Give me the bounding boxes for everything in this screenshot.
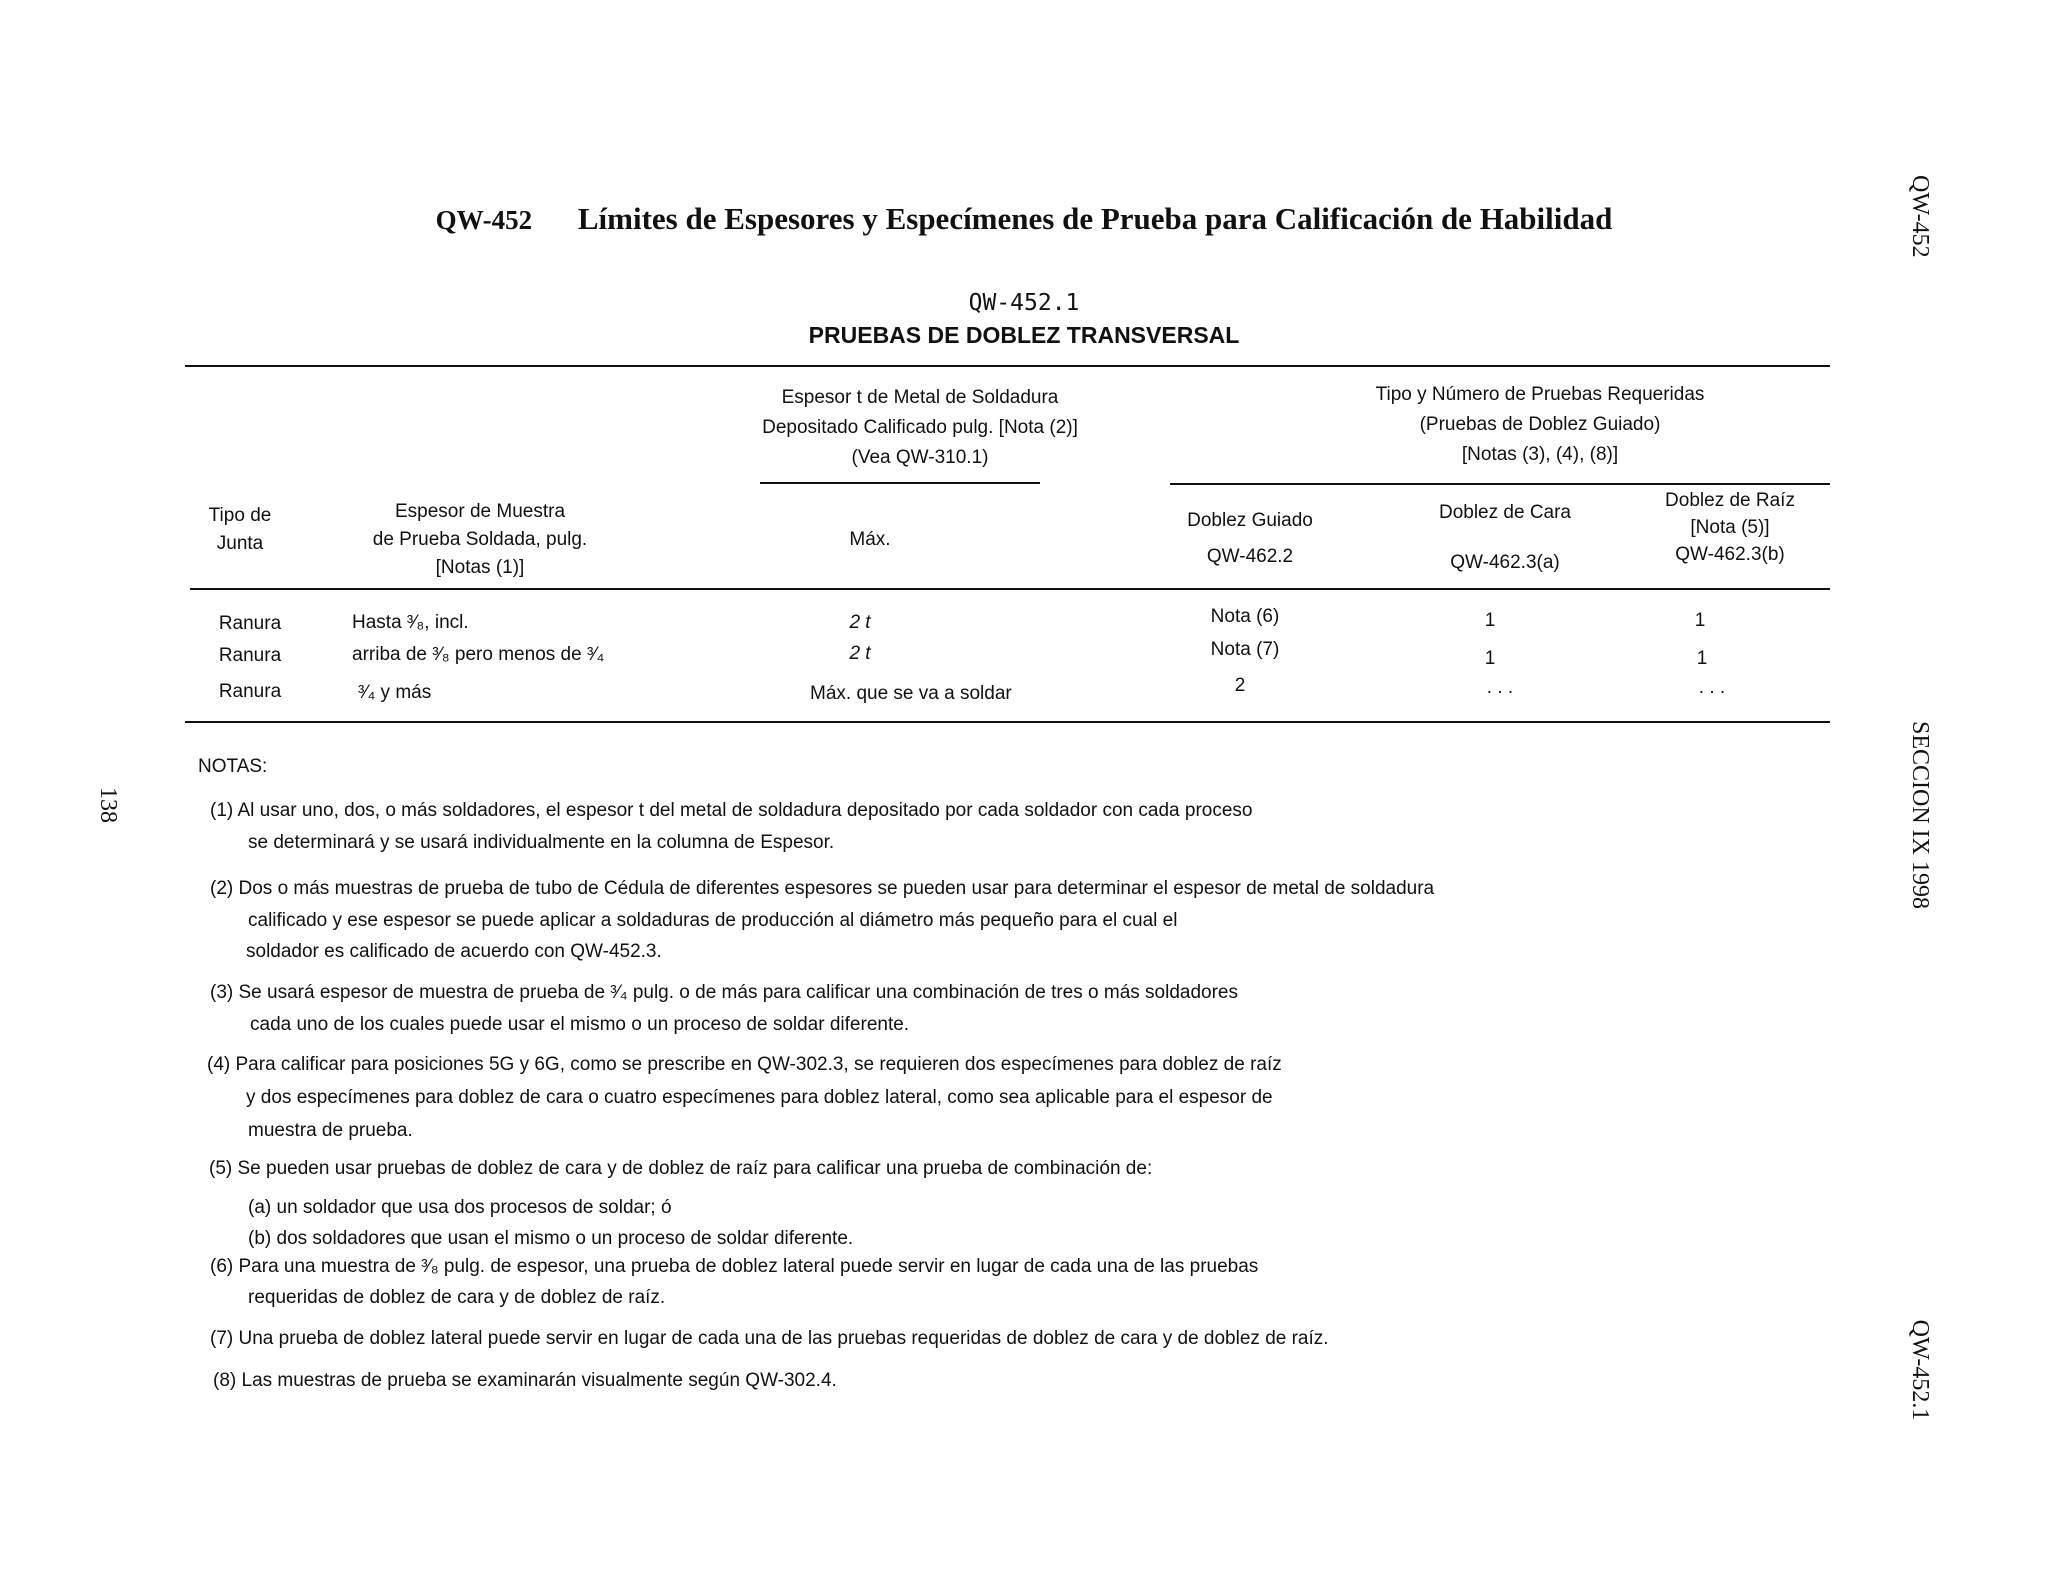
cell-guided: Nota (6)	[1210, 606, 1280, 627]
header-bottom-rule	[190, 588, 1830, 590]
side-label-top: QW-452	[1907, 175, 1933, 258]
page-number: 138	[95, 787, 121, 823]
note-line: (5) Se pueden usar pruebas de doblez de cara y de doblez de raíz para calificar una prueba de combinación de:	[209, 1158, 1153, 1179]
cell-max: Máx. que se va a soldar	[810, 683, 1012, 704]
note-line: soldador es calificado de acuerdo con QW-452.3.	[246, 941, 662, 962]
note-line: (3) Se usará espesor de muestra de prueba de ³⁄₄ pulg. o de más para calificar una combinación de tres o más soldadores	[210, 982, 1238, 1003]
page-title	[0, 201, 2048, 237]
cell-max: 2 t	[849, 612, 871, 633]
title-text: Límites de Espesores y Especímenes de Prueba para Calificación de Habilidad	[577, 201, 1613, 236]
note-line: se determinará y se usará individualmente en la columna de Espesor.	[248, 832, 835, 853]
cell-joint: Ranura	[218, 681, 282, 702]
cell-specimen: ³⁄₄ y más	[358, 682, 432, 703]
cell-guided: Nota (7)	[1210, 639, 1280, 660]
side-label-middle: SECCION IX 1998	[1907, 720, 1933, 909]
note-line: y dos especímenes para doblez de cara o cuatro especímenes para doblez lateral, como sea aplicable para el espesor de	[246, 1087, 1273, 1108]
col-header-root: Doblez de Raíz [Nota (5)] QW-462.3(b)	[1665, 490, 1795, 565]
note-line: (b) dos soldadores que usan el mismo o un proceso de soldar diferente.	[248, 1228, 854, 1249]
col-header-max: Máx.	[849, 529, 891, 550]
cell-root: . . .	[1698, 677, 1726, 698]
col-header-face: Doblez de Cara QW-462.3(a)	[1438, 502, 1572, 573]
side-label-bottom: QW-452.1	[1907, 1319, 1933, 1421]
cell-max: 2 t	[849, 643, 871, 664]
note-line: cada uno de los cuales puede usar el mismo o un proceso de soldar diferente.	[250, 1014, 910, 1035]
col-header-joint: Tipo de Junta	[208, 505, 272, 554]
note-line: (8) Las muestras de prueba se examinarán visualmente según QW-302.4.	[213, 1370, 837, 1391]
deposit-header: Espesor t de Metal de Soldadura Depositado Calificado pulg. [Nota (2)] (Vea QW-310.1)	[762, 387, 1078, 468]
note-line: requeridas de doblez de cara y de doblez de raíz.	[248, 1287, 666, 1308]
note-line: (1) Al usar uno, dos, o más soldadores, el espesor t del metal de soldadura depositado por cada soldador con cada proceso	[210, 800, 1253, 821]
cell-joint: Ranura	[218, 613, 282, 634]
title-code: QW-452	[435, 205, 533, 235]
tests-header-rule	[1170, 483, 1830, 485]
subtitle-text: PRUEBAS DE DOBLEZ TRANSVERSAL	[808, 322, 1240, 348]
cell-guided: 2	[1234, 675, 1246, 696]
cell-root: 1	[1694, 610, 1706, 631]
cell-face: 1	[1484, 610, 1496, 631]
table-top-rule	[185, 365, 1830, 367]
subtitle-code: QW-452.1	[968, 290, 1080, 316]
note-line: muestra de prueba.	[248, 1120, 413, 1141]
cell-face: 1	[1484, 648, 1496, 669]
note-line: calificado y ese espesor se puede aplicar a soldaduras de producción al diámetro más pequeño para el cual el	[248, 910, 1178, 931]
cell-root: 1	[1696, 648, 1708, 669]
notes-heading: NOTAS:	[198, 756, 268, 777]
col-header-specimen: Espesor de Muestra de Prueba Soldada, pulg. [Notas (1)]	[372, 501, 588, 578]
note-line: (7) Una prueba de doblez lateral puede servir en lugar de cada una de las pruebas requeridas de doblez de cara y de doblez de raíz.	[210, 1328, 1329, 1349]
cell-face: . . .	[1486, 677, 1514, 698]
note-line: (2) Dos o más muestras de prueba de tubo de Cédula de diferentes espesores se pueden usar para determinar el espesor de metal de soldadura	[210, 878, 1435, 899]
cell-specimen: Hasta ³⁄₈, incl.	[352, 612, 469, 633]
deposit-header-rule	[760, 482, 1040, 484]
table-bottom-rule	[185, 721, 1830, 723]
cell-joint: Ranura	[218, 645, 282, 666]
note-line: (4) Para calificar para posiciones 5G y 6G, como se prescribe en QW-302.3, se requieren dos especímenes para doblez de raíz	[207, 1054, 1282, 1075]
col-header-guided: Doblez Guiado QW-462.2	[1187, 510, 1313, 567]
tests-header: Tipo y Número de Pruebas Requeridas (Pruebas de Doblez Guiado) [Notas (3), (4), (8)]	[1375, 384, 1705, 465]
note-line: (a) un soldador que usa dos procesos de soldar; ó	[248, 1197, 672, 1218]
note-line: (6) Para una muestra de ³⁄₈ pulg. de espesor, una prueba de doblez lateral puede servir en lugar de cada una de las pruebas	[210, 1256, 1259, 1277]
cell-specimen: arriba de ³⁄₈ pero menos de ³⁄₄	[352, 644, 605, 665]
